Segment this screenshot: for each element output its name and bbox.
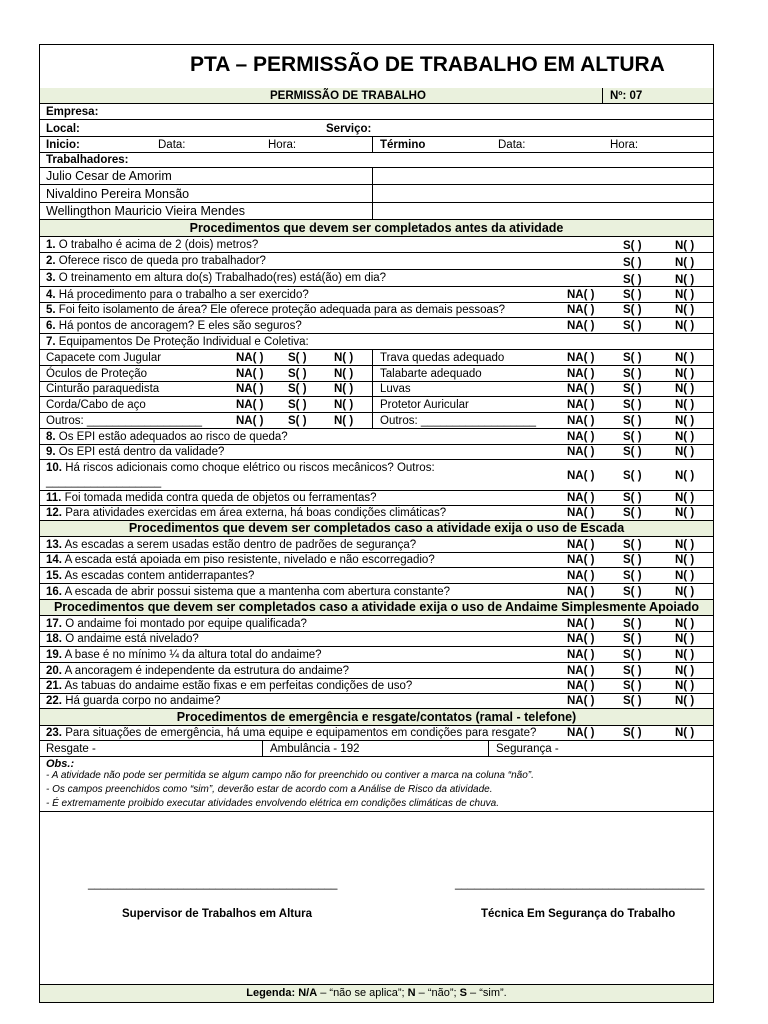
- question-row: [40, 429, 713, 445]
- form-text: NA( ): [567, 554, 595, 566]
- end-label: Término: [380, 139, 426, 151]
- form-text: Há guarda corpo no andaime?: [65, 695, 221, 707]
- form-text: NA( ): [567, 415, 595, 427]
- form-text: Obs.:: [46, 758, 75, 770]
- form-text: Capacete com Jugular: [46, 352, 162, 364]
- question-row: [40, 318, 713, 334]
- form-text: 7.: [46, 336, 56, 348]
- permit-header-row: [40, 88, 713, 104]
- form-text: - É extremamente proibido executar atividades envolvendo elétrica em condições climáticas de chuva.: [46, 798, 500, 809]
- form-text: S( ): [288, 368, 307, 380]
- form-text: Os EPI estão adequados ao risco de queda?: [58, 431, 288, 443]
- end-time-label: Hora:: [610, 139, 639, 151]
- form-text: 16.: [46, 586, 62, 598]
- form-text: Outros: __________________: [46, 415, 203, 427]
- form-text: A ancoragem é independente da estrutura do andaime?: [64, 665, 350, 677]
- form-text: 11.: [46, 492, 62, 504]
- permit-label: PERMISSÃO DE TRABALHO: [270, 90, 426, 102]
- form-text: NA( ): [567, 399, 595, 411]
- form-text: A base é no mínimo ¼ da altura total do andaime?: [64, 649, 322, 661]
- form-text: N( ): [334, 399, 354, 411]
- form-text: N( ): [675, 274, 695, 286]
- form-text: NA( ): [567, 618, 595, 630]
- form-text: 17.: [46, 618, 62, 630]
- question-row: [40, 694, 713, 709]
- form-text: S: [459, 987, 467, 999]
- permit-number: Nº: 07: [610, 90, 643, 102]
- form-text: __________________: [46, 476, 162, 488]
- company-row: [40, 104, 713, 120]
- form-text: Para situações de emergência, há uma equipe e equipamentos em condições para resgate?: [65, 727, 537, 739]
- question-row: [40, 679, 713, 694]
- form-text: N( ): [675, 618, 695, 630]
- form-text: N( ): [334, 415, 354, 427]
- question-row: [40, 460, 713, 491]
- section-header: [40, 220, 713, 237]
- form-text: S( ): [623, 274, 642, 286]
- form-text: N( ): [675, 727, 695, 739]
- form-text: S( ): [623, 368, 642, 380]
- form-text: S( ): [288, 415, 307, 427]
- question-row: [40, 553, 713, 568]
- form-text: NA( ): [567, 492, 595, 504]
- form-text: NA( ): [567, 470, 595, 482]
- form-text: NA( ): [567, 586, 595, 598]
- form-text: Procedimentos de emergência e resgate/contatos (ramal - telefone): [176, 710, 577, 724]
- question-row: [40, 726, 713, 741]
- form-text: 20.: [46, 665, 62, 677]
- section-header: [40, 709, 713, 726]
- form-text: Protetor Auricular: [380, 399, 469, 411]
- form-text: N( ): [675, 289, 695, 301]
- worker-name: Julio Cesar de Amorim: [46, 169, 172, 183]
- form-text: NA( ): [567, 570, 595, 582]
- question-row: [40, 632, 713, 647]
- question-row: [40, 506, 713, 521]
- form-text: Talabarte adequado: [380, 368, 482, 380]
- workers-label: Trabalhadores:: [46, 154, 129, 166]
- start-date-label: Data:: [158, 139, 186, 151]
- form-text: Há riscos adicionais como choque elétrico ou riscos mecânicos? Outros:: [65, 462, 435, 474]
- question-row: [40, 303, 713, 318]
- form-text: 9.: [46, 446, 56, 458]
- form-text: N( ): [675, 431, 695, 443]
- form-text: S( ): [623, 680, 642, 692]
- form-text: O trabalho é acima de 2 (dois) metros?: [58, 239, 259, 251]
- form-text: NA( ): [567, 304, 595, 316]
- form-text: Para atividades exercidas em área externa, há boas condições climáticas?: [65, 507, 447, 519]
- form-text: N( ): [675, 415, 695, 427]
- form-text: NA( ): [567, 665, 595, 677]
- form-text: N( ): [675, 586, 695, 598]
- form-text: 21.: [46, 680, 62, 692]
- service-label: Serviço:: [326, 123, 372, 135]
- worker-name: Nivaldino Pereira Monsão: [46, 187, 190, 201]
- observations: [40, 757, 713, 812]
- form-text: – “sim”.: [467, 987, 507, 999]
- form-text: 18.: [46, 633, 62, 645]
- epi-row: [40, 413, 713, 429]
- form-text: NA( ): [567, 289, 595, 301]
- technician-signature-line: _______________________________________: [455, 878, 705, 890]
- form-text: S( ): [288, 383, 307, 395]
- epi-row: [40, 382, 713, 397]
- form-text: S( ): [623, 383, 642, 395]
- form-text: NA( ): [236, 352, 264, 364]
- worker-row: [40, 185, 713, 203]
- form-text: S( ): [623, 649, 642, 661]
- form-text: NA( ): [236, 368, 264, 380]
- form-text: S( ): [623, 446, 642, 458]
- form-text: – “não se aplica”;: [317, 987, 408, 999]
- form-text: Procedimentos que devem ser completados antes da atividade: [189, 221, 564, 235]
- form-text: N( ): [675, 470, 695, 482]
- start-time-label: Hora:: [268, 139, 297, 151]
- question-row: [40, 334, 713, 350]
- form-text: 8.: [46, 431, 56, 443]
- question-row: [40, 584, 713, 600]
- form-text: S( ): [623, 539, 642, 551]
- worker-name: Wellingthon Mauricio Vieira Mendes: [46, 204, 245, 218]
- form-text: N( ): [675, 665, 695, 677]
- form-text: O andaime está nivelado?: [65, 633, 199, 645]
- form-text: 3.: [46, 272, 56, 284]
- form-text: O andaime foi montado por equipe qualificada?: [65, 618, 307, 630]
- rescue-contact: Resgate -: [46, 743, 96, 755]
- form-text: S( ): [623, 431, 642, 443]
- form-text: N( ): [675, 352, 695, 364]
- form-text: Oferece risco de queda pro trabalhador?: [58, 255, 266, 267]
- worker-row: [40, 203, 713, 220]
- form-text: 13.: [46, 539, 62, 551]
- form-text: NA( ): [567, 431, 595, 443]
- form-text: N( ): [675, 649, 695, 661]
- form-text: N( ): [675, 240, 695, 252]
- form-text: A escada está apoiada em piso resistente, nivelado e não escorregadio?: [64, 554, 435, 566]
- workers-header-row: [40, 153, 713, 168]
- start-label: Inicio:: [46, 139, 80, 151]
- form-text: O treinamento em altura do(s) Trabalhado(res) está(ão) em dia?: [58, 272, 387, 284]
- form-text: S( ): [623, 240, 642, 252]
- form-text: Procedimentos que devem ser completados caso a atividade exija o uso de Andaime Simplesmente Apoiado: [53, 600, 700, 614]
- form-text: NA( ): [567, 446, 595, 458]
- question-row: [40, 537, 713, 553]
- form-text: 12.: [46, 507, 62, 519]
- question-row: [40, 647, 713, 663]
- form-text: 2.: [46, 255, 56, 267]
- form-text: 5.: [46, 304, 56, 316]
- signature-area: [40, 812, 713, 985]
- form-text: S( ): [623, 399, 642, 411]
- form-text: S( ): [623, 570, 642, 582]
- form-text: N( ): [675, 320, 695, 332]
- form-text: Os EPI está dentro da validade?: [58, 446, 225, 458]
- form-text: S( ): [623, 727, 642, 739]
- form-text: S( ): [623, 586, 642, 598]
- supervisor-label: Supervisor de Trabalhos em Altura: [122, 908, 313, 920]
- form-text: N( ): [675, 257, 695, 269]
- supervisor-signature-line: _______________________________________: [88, 878, 338, 890]
- form-text: 23.: [46, 727, 62, 739]
- form-text: N( ): [675, 539, 695, 551]
- form-text: N( ): [675, 304, 695, 316]
- form-text: Foi tomada medida contra queda de objetos ou ferramentas?: [64, 492, 377, 504]
- form-text: N( ): [675, 695, 695, 707]
- form-text: NA( ): [236, 415, 264, 427]
- question-row: [40, 237, 713, 253]
- question-row: [40, 616, 713, 632]
- contacts-row: [40, 741, 713, 757]
- form-text: NA( ): [567, 727, 595, 739]
- permit-form: [39, 44, 714, 1003]
- form-text: Procedimentos que devem ser completados caso a atividade exija o uso de Escada: [128, 521, 625, 535]
- form-text: 15.: [46, 570, 62, 582]
- form-text: NA( ): [236, 399, 264, 411]
- form-text: NA( ): [567, 633, 595, 645]
- form-text: NA( ): [567, 507, 595, 519]
- form-text: N( ): [675, 368, 695, 380]
- form-text: NA( ): [567, 539, 595, 551]
- form-text: N( ): [675, 507, 695, 519]
- form-text: N: [407, 987, 416, 999]
- location-label: Local:: [46, 123, 80, 135]
- form-text: S( ): [623, 304, 642, 316]
- form-text: NA( ): [567, 649, 595, 661]
- form-text: N( ): [675, 399, 695, 411]
- form-text: Legenda:: [246, 987, 296, 999]
- form-text: NA( ): [567, 352, 595, 364]
- form-text: Equipamentos De Proteção Individual e Coletiva:: [58, 336, 309, 348]
- form-text: S( ): [623, 492, 642, 504]
- form-text: S( ): [623, 352, 642, 364]
- form-text: S( ): [288, 352, 307, 364]
- form-text: NA( ): [567, 695, 595, 707]
- form-text: S( ): [623, 554, 642, 566]
- question-row: [40, 253, 713, 270]
- section-header: [40, 521, 713, 537]
- question-row: [40, 445, 713, 460]
- epi-row: [40, 350, 713, 366]
- form-text: S( ): [623, 470, 642, 482]
- form-text: N( ): [675, 383, 695, 395]
- form-text: NA( ): [236, 383, 264, 395]
- form-text: As escadas contem antiderrapantes?: [64, 570, 255, 582]
- section-header: [40, 600, 713, 616]
- form-text: S( ): [623, 320, 642, 332]
- form-text: S( ): [623, 415, 642, 427]
- form-text: 10.: [46, 462, 62, 474]
- form-text: S( ): [623, 618, 642, 630]
- legend: [40, 985, 713, 1002]
- form-text: S( ): [623, 257, 642, 269]
- time-row: [40, 137, 713, 153]
- form-title-box: [40, 45, 713, 89]
- form-text: S( ): [623, 665, 642, 677]
- form-text: S( ): [623, 289, 642, 301]
- epi-row: [40, 366, 713, 382]
- form-text: N( ): [675, 492, 695, 504]
- form-text: S( ): [288, 399, 307, 411]
- form-text: NA( ): [567, 383, 595, 395]
- form-title: PTA – PERMISSÃO DE TRABALHO EM ALTURA: [190, 53, 665, 76]
- location-row: [40, 120, 713, 137]
- form-text: Há pontos de ancoragem? E eles são seguros?: [58, 320, 302, 332]
- form-text: N( ): [334, 383, 354, 395]
- form-text: Luvas: [380, 383, 411, 395]
- form-text: NA( ): [567, 368, 595, 380]
- form-text: 1.: [46, 239, 56, 251]
- epi-row: [40, 397, 713, 413]
- company-label: Empresa:: [46, 106, 99, 118]
- form-text: N( ): [675, 680, 695, 692]
- form-text: Cinturão paraquedista: [46, 383, 160, 395]
- question-row: [40, 287, 713, 303]
- form-text: NA( ): [567, 320, 595, 332]
- technician-label: Técnica Em Segurança do Trabalho: [481, 908, 676, 920]
- form-text: A escada de abrir possui sistema que a mantenha com abertura constante?: [64, 586, 451, 598]
- form-text: N( ): [334, 352, 354, 364]
- question-row: [40, 663, 713, 679]
- form-text: 6.: [46, 320, 56, 332]
- form-text: 4.: [46, 289, 56, 301]
- form-text: – “não”;: [415, 987, 460, 999]
- form-text: Trava quedas adequado: [380, 352, 505, 364]
- form-text: 22.: [46, 695, 62, 707]
- form-text: As escadas a serem usadas estão dentro de padrões de segurança?: [64, 539, 417, 551]
- form-text: N/A: [298, 987, 318, 999]
- form-text: Corda/Cabo de aço: [46, 399, 146, 411]
- form-text: Óculos de Proteção: [46, 368, 148, 380]
- form-text: Há procedimento para o trabalho a ser exercido?: [58, 289, 309, 301]
- form-text: As tabuas do andaime estão fixas e em perfeitas condições de uso?: [64, 680, 413, 692]
- security-contact: Segurança -: [496, 743, 559, 755]
- end-date-label: Data:: [498, 139, 526, 151]
- form-text: - Os campos preenchidos como “sim”, deverão estar de acordo com a Análise de Risco da atividade.: [46, 784, 493, 795]
- form-text: N( ): [675, 633, 695, 645]
- form-text: S( ): [623, 695, 642, 707]
- form-text: S( ): [623, 507, 642, 519]
- form-text: N( ): [334, 368, 354, 380]
- worker-row: [40, 168, 713, 185]
- form-text: - A atividade não pode ser permitida se algum campo não for preenchido ou contiver a marca na coluna “não”.: [46, 770, 534, 781]
- question-row: [40, 568, 713, 584]
- form-text: N( ): [675, 570, 695, 582]
- question-row: [40, 270, 713, 287]
- ambulance-contact: Ambulância - 192: [270, 743, 360, 755]
- form-text: 19.: [46, 649, 62, 661]
- form-text: 14.: [46, 554, 62, 566]
- form-text: N( ): [675, 446, 695, 458]
- form-text: S( ): [623, 633, 642, 645]
- form-text: Foi feito isolamento de área? Ele oferece proteção adequada para as demais pessoas?: [58, 304, 506, 316]
- form-text: Outros: __________________: [380, 415, 537, 427]
- question-row: [40, 491, 713, 506]
- form-text: N( ): [675, 554, 695, 566]
- form-text: NA( ): [567, 680, 595, 692]
